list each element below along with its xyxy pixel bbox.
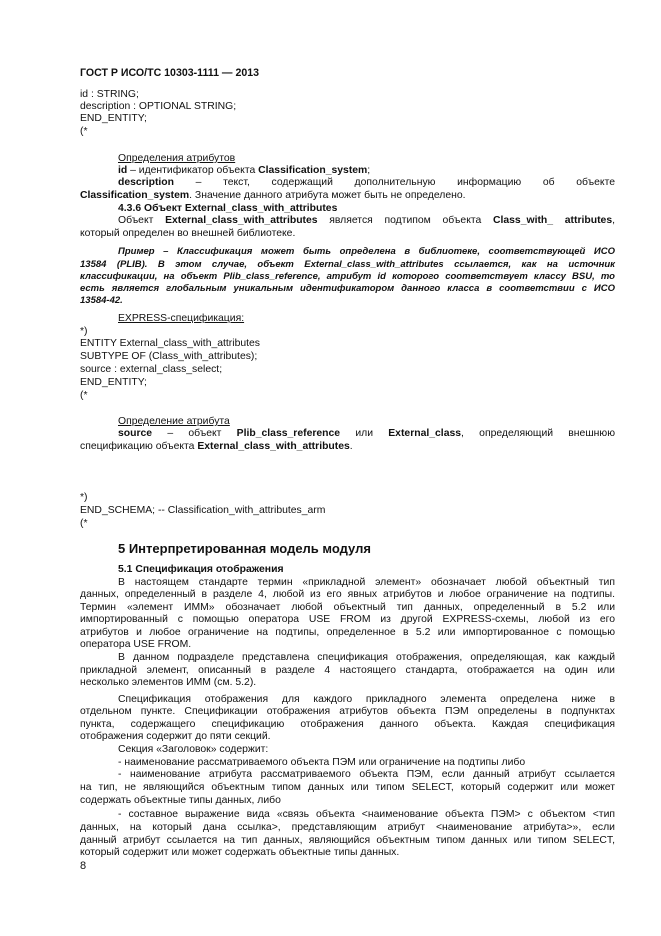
- attr-text: – идентификатор объекта: [127, 165, 259, 176]
- text: , определяющий внешнюю: [461, 428, 615, 439]
- list-item-line: содержать объектные типы данных, либо: [80, 795, 281, 806]
- attr-name: id: [118, 165, 128, 176]
- code-line: description : OPTIONAL STRING;: [80, 101, 237, 112]
- paragraph-line: пункта, содержащего спецификацию отображения данного объекта. Каждая спецификация: [80, 719, 615, 730]
- example-line: 13584 (PLIB). В этом случае, объект External_class_with_attributes ссылается, как на источник: [80, 259, 615, 270]
- paragraph-line: Спецификация отображения для каждого прикладного элемента определена ниже в: [118, 694, 615, 705]
- attribute-source-cont: [80, 441, 353, 453]
- example-line: классификации, на объект Plib_class_reference, атрибут id которого соответствует классу BSU, то: [80, 271, 615, 282]
- text: ,: [612, 215, 615, 226]
- entity-ref: External_class_with_attributes: [197, 441, 350, 452]
- list-item-line: на тип, не являющийся объектным типом данных или типом SELECT, который содержит или может: [80, 782, 615, 793]
- example-line: 13584-42.: [80, 295, 123, 306]
- code-line: *): [80, 492, 88, 503]
- section-heading-5: 5 Интерпретированная модель модуля: [118, 541, 371, 556]
- document-header: ГОСТ Р ИСО/ТС 10303-1111 — 2013: [80, 67, 260, 79]
- example-line: есть является глобальным уникальным идентификатором данного класса в соответствии с ИСО: [80, 283, 615, 294]
- attr-text: – текст, содержащий дополнительную информацию об объекте: [174, 177, 615, 188]
- text: – объект: [152, 428, 237, 439]
- code-line: id : STRING;: [80, 89, 139, 100]
- code-line: END_SCHEMA; -- Classification_with_attributes_arm: [80, 505, 326, 516]
- section-436-paragraph: [80, 215, 615, 227]
- list-item-line: - составное выражение вида «связь объекта <наименование объекта ПЭМ> с объектом <тип: [118, 809, 615, 820]
- entity-ref: External_class: [388, 428, 462, 439]
- page-number: 8: [80, 860, 87, 872]
- example-line: Пример – Классификация может быть определена в библиотеке, соответствующей ИСО: [118, 246, 615, 257]
- entity-ref: Plib_class_reference: [236, 428, 341, 439]
- attribute-id-definition: [118, 165, 370, 177]
- express-spec-label: EXPRESS-спецификация:: [118, 313, 245, 324]
- attr-name: source: [118, 428, 153, 439]
- list-item-line: данный атрибут ссылается на тип данных, являющийся объектным типом данных или типом SELECT,: [80, 835, 615, 846]
- attr-end: . Значение данного атрибута может быть не определено.: [189, 190, 466, 201]
- text: .: [349, 441, 353, 452]
- paragraph-line: Термин «элемент ИММ» обозначает любой объектный тип данных, определенный в 5.2 или: [80, 602, 615, 613]
- list-item-line: - наименование атрибута рассматриваемого объекта ПЭМ, если данный атрибут ссылается: [118, 769, 615, 780]
- code-line: (*: [80, 126, 88, 137]
- section-436-paragraph-cont: который определен во внешней библиотеке.: [80, 228, 296, 239]
- attr-name: description: [118, 177, 175, 188]
- header-section-intro: Секция «Заголовок» содержит:: [118, 744, 269, 755]
- code-line: SUBTYPE OF (Class_with_attributes);: [80, 351, 258, 362]
- paragraph-line: импортированный с помощью оператора USE FROM из другой EXPRESS-схемы, любой из его: [80, 614, 615, 625]
- paragraph-line: оператора USE FROM.: [80, 639, 192, 650]
- code-line: (*: [80, 518, 88, 529]
- attribute-title: Определение атрибута: [118, 416, 230, 427]
- code-line: END_ENTITY;: [80, 113, 147, 124]
- section-heading-436: 4.3.6 Объект External_class_with_attributes: [118, 203, 338, 214]
- code-line: *): [80, 326, 88, 337]
- attributes-title: Определения атрибутов: [118, 153, 236, 164]
- paragraph-line: данных, определенный в разделе 4, любой из его явных атрибутов и любое ограничение на подтипы.: [80, 589, 615, 600]
- text: спецификацию объекта: [80, 441, 198, 452]
- entity-ref: Class_with_ attributes: [492, 215, 613, 226]
- paragraph-line: прикладной элемент, описанный в разделе 4 настоящего стандарта, отображается на один или: [80, 665, 615, 676]
- text: является подтипом объекта: [317, 215, 493, 226]
- code-line: ENTITY External_class_with_attributes: [80, 338, 260, 349]
- list-item-line: который содержит или может содержать объектные типы данных.: [80, 847, 400, 858]
- text: или: [340, 428, 389, 439]
- attr-ref: Classification_system: [258, 165, 368, 176]
- code-line: source : external_class_select;: [80, 364, 223, 375]
- attr-ref: Classification_system: [80, 190, 190, 201]
- attribute-description-cont: [80, 190, 466, 202]
- subsection-heading-51: 5.1 Спецификация отображения: [118, 564, 284, 575]
- attribute-source-definition: [80, 428, 615, 440]
- text: Объект: [118, 215, 166, 226]
- paragraph-line: отображения содержит до пяти секций.: [80, 731, 271, 742]
- list-item-line: данных, на который дана ссылка>, представляющим атрибут <наименование атрибута>», если: [80, 822, 615, 833]
- attr-end: ;: [367, 165, 371, 176]
- paragraph-line: отдельном пункте. Спецификации отображения атрибутов объекта ПЭМ определены в подпунктах: [80, 706, 615, 717]
- entity-name: External_class_with_attributes: [165, 215, 318, 226]
- attribute-description-definition: [80, 177, 615, 189]
- paragraph-line: атрибутов и любое ограничение на подтипы, определенное в 5.2 или импортированное с помощью: [80, 627, 615, 638]
- paragraph-line: В настоящем стандарте термин «прикладной элемент» обозначает любой объектный тип: [118, 577, 615, 588]
- paragraph-line: несколько элементов ИММ (см. 5.2).: [80, 677, 257, 688]
- paragraph-line: В данном подразделе представлена спецификация отображения, определяющая, как каждый: [118, 652, 615, 663]
- code-line: END_ENTITY;: [80, 377, 147, 388]
- code-line: (*: [80, 390, 88, 401]
- list-item: - наименование рассматриваемого объекта ПЭМ или ограничение на подтипы либо: [118, 757, 526, 768]
